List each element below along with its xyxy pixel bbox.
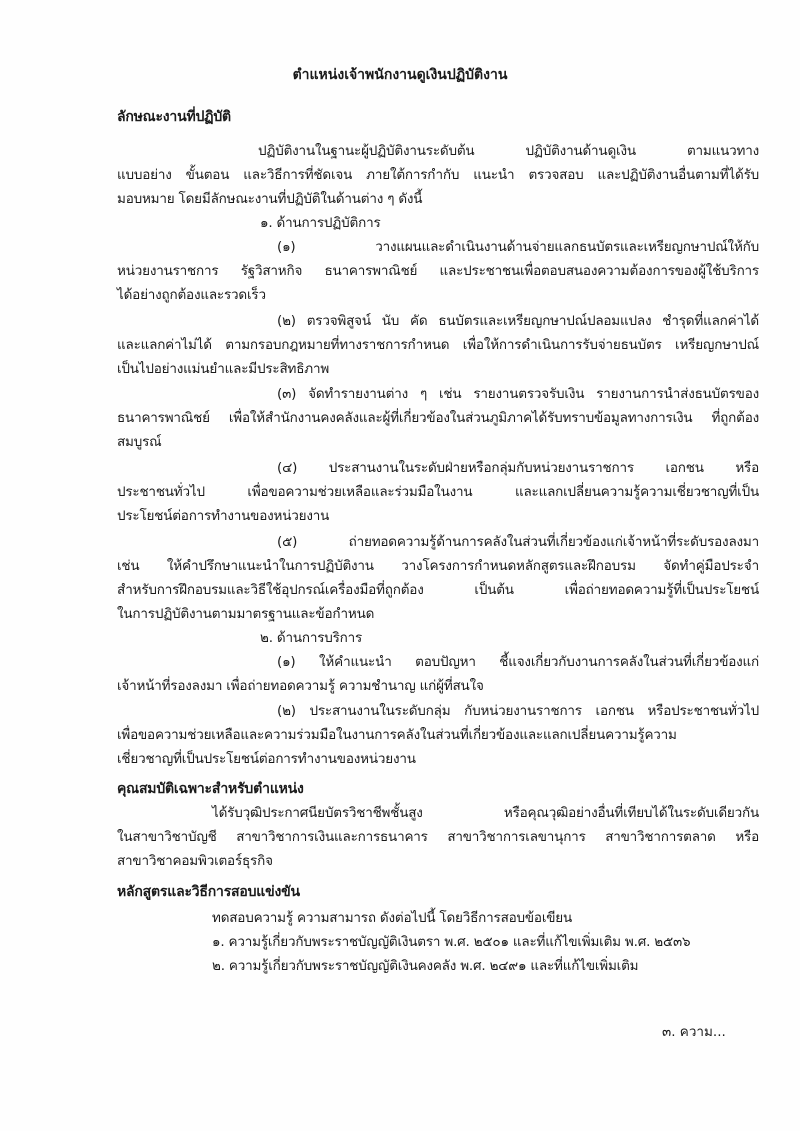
paragraph-line: แบบอย่าง ขั้นตอน และวิธีการที่ชัดเจน ภายใต้การกำกับ แนะนำ ตรวจสอบ และปฏิบัติงานอื่นตามที่ได้รับ	[117, 167, 759, 183]
paragraph-line: ทดสอบความรู้ ความสามารถ ดังต่อไปนี้ โดยวิธีการสอบข้อเขียน	[212, 910, 573, 926]
paragraph-line: ปฏิบัติงานในฐานะผู้ปฏิบัติงานระดับต้น ปฏิบัติงานด้านดูเงิน ตามแนวทาง	[258, 143, 759, 159]
subsection-label-services: ๒. ด้านการบริการ	[260, 630, 363, 646]
page-continuation: ๓. ความ...	[662, 1024, 726, 1040]
list-item-line: เป็นไปอย่างแม่นยำและมีประสิทธิภาพ	[117, 361, 330, 377]
list-item-line: ธนาคารพาณิชย์ เพื่อให้สำนักงานคงคลังและผู้ที่เกี่ยวข้องในส่วนภูมิภาคได้รับทราบข้อมูลทางการเงิน ที่ถูกต้อง	[117, 410, 759, 426]
list-item-line: ได้อย่างถูกต้องและรวดเร็ว	[117, 287, 266, 303]
list-item-line: ในการปฏิบัติงานตามมาตรฐานและข้อกำหนด	[117, 606, 375, 622]
list-item-line: (๕) ถ่ายทอดความรู้ด้านการคลังในส่วนที่เกี่ยวข้องแก่เจ้าหน้าที่ระดับรองลงมา	[277, 534, 759, 550]
list-item-line: (๔) ประสานงานในระดับฝ่ายหรือกลุ่มกับหน่วยงานราชการ เอกชน หรือ	[277, 460, 759, 476]
list-item-line: หน่วยงานราชการ รัฐวิสาหกิจ ธนาคารพาณิชย์ และประชาชนเพื่อตอบสนองความต้องการของผู้ใช้บริการ	[117, 263, 759, 279]
list-item-line: ประโยชน์ต่อการทำงานของหน่วยงาน	[117, 508, 330, 524]
subsection-label-operations: ๑. ด้านการปฏิบัติการ	[260, 215, 381, 231]
list-item-line: สำหรับการฝึกอบรมและวิธีใช้อุปกรณ์เครื่องมือที่ถูกต้อง เป็นต้น เพื่อถ่ายทอดความรู้ที่เป็นประโยชน์	[117, 582, 759, 598]
paragraph-line: สาขาวิชาคอมพิวเตอร์ธุรกิจ	[117, 853, 273, 869]
list-item-line: ประชาชนทั่วไป เพื่อขอความช่วยเหลือและร่วมมือในงาน และแลกเปลี่ยนความรู้ความเชี่ยวชาญที่เป็น	[117, 484, 759, 500]
list-item-line: เจ้าหน้าที่รองลงมา เพื่อถ่ายทอดความรู้ ความชำนาญ แก่ผู้ที่สนใจ	[117, 678, 484, 694]
list-item-line: เช่น ให้คำปรึกษาแนะนำในการปฏิบัติงาน วางโครงการกำหนดหลักสูตรและฝึกอบรม จัดทำคู่มือประจำ	[117, 558, 759, 574]
document-title: ตำแหน่งเจ้าพนักงานดูเงินปฏิบัติงาน	[292, 67, 508, 83]
list-item-line: ๒. ความรู้เกี่ยวกับพระราชบัญญัติเงินคงคลัง พ.ศ. ๒๔๙๑ และที่แก้ไขเพิ่มเติม	[212, 958, 639, 974]
list-item-line: และแลกค่าไม่ได้ ตามกรอบกฎหมายที่ทางราชการกำหนด เพื่อให้การดำเนินการรับจ่ายธนบัตร เหรียญกษาปณ์	[117, 337, 759, 353]
list-item-line: ๑. ความรู้เกี่ยวกับพระราชบัญญัติเงินตรา พ.ศ. ๒๕๐๑ และที่แก้ไขเพิ่มเติม พ.ศ. ๒๕๓๖	[212, 934, 691, 950]
paragraph-line: ได้รับวุฒิประกาศนียบัตรวิชาชีพชั้นสูง หรือคุณวุฒิอย่างอื่นที่เทียบได้ในระดับเดียวกัน	[212, 805, 759, 821]
list-item-line: (๓) จัดทำรายงานต่าง ๆ เช่น รายงานตรวจรับเงิน รายงานการนำส่งธนบัตรของ	[277, 386, 759, 402]
section-heading-qualifications: คุณสมบัติเฉพาะสำหรับตำแหน่ง	[117, 781, 304, 797]
paragraph-line: ในสาขาวิชาบัญชี สาขาวิชาการเงินและการธนาคาร สาขาวิชาการเลขานุการ สาขาวิชาการตลาด หรือ	[117, 829, 759, 845]
list-item-line: สมบูรณ์	[117, 434, 162, 450]
list-item-line: (๒) ตรวจพิสูจน์ นับ คัด ธนบัตรและเหรียญกษาปณ์ปลอมแปลง ชำรุดที่แลกค่าได้	[277, 313, 759, 329]
list-item-line: เพื่อขอความช่วยเหลือและความร่วมมือในงานการคลังในส่วนที่เกี่ยวข้องและแลกเปลี่ยนความรู้ความ	[117, 727, 677, 743]
list-item-line: เชี่ยวชาญที่เป็นประโยชน์ต่อการทำงานของหน่วยงาน	[117, 751, 416, 767]
list-item-line: (๒) ประสานงานในระดับกลุ่ม กับหน่วยงานราชการ เอกชน หรือประชาชนทั่วไป	[277, 703, 759, 719]
list-item-line: (๑) ให้คำแนะนำ ตอบปัญหา ชี้แจงเกี่ยวกับงานการคลังในส่วนที่เกี่ยวข้องแก่	[277, 654, 759, 670]
paragraph-line: มอบหมาย โดยมีลักษณะงานที่ปฏิบัติในด้านต่าง ๆ ดังนี้	[117, 191, 423, 207]
section-heading-duties: ลักษณะงานที่ปฏิบัติ	[117, 109, 231, 125]
section-heading-exam: หลักสูตรและวิธีการสอบแข่งขัน	[117, 884, 300, 900]
list-item-line: (๑) วางแผนและดำเนินงานด้านจ่ายแลกธนบัตรและเหรียญกษาปณ์ให้กับ	[277, 239, 759, 255]
